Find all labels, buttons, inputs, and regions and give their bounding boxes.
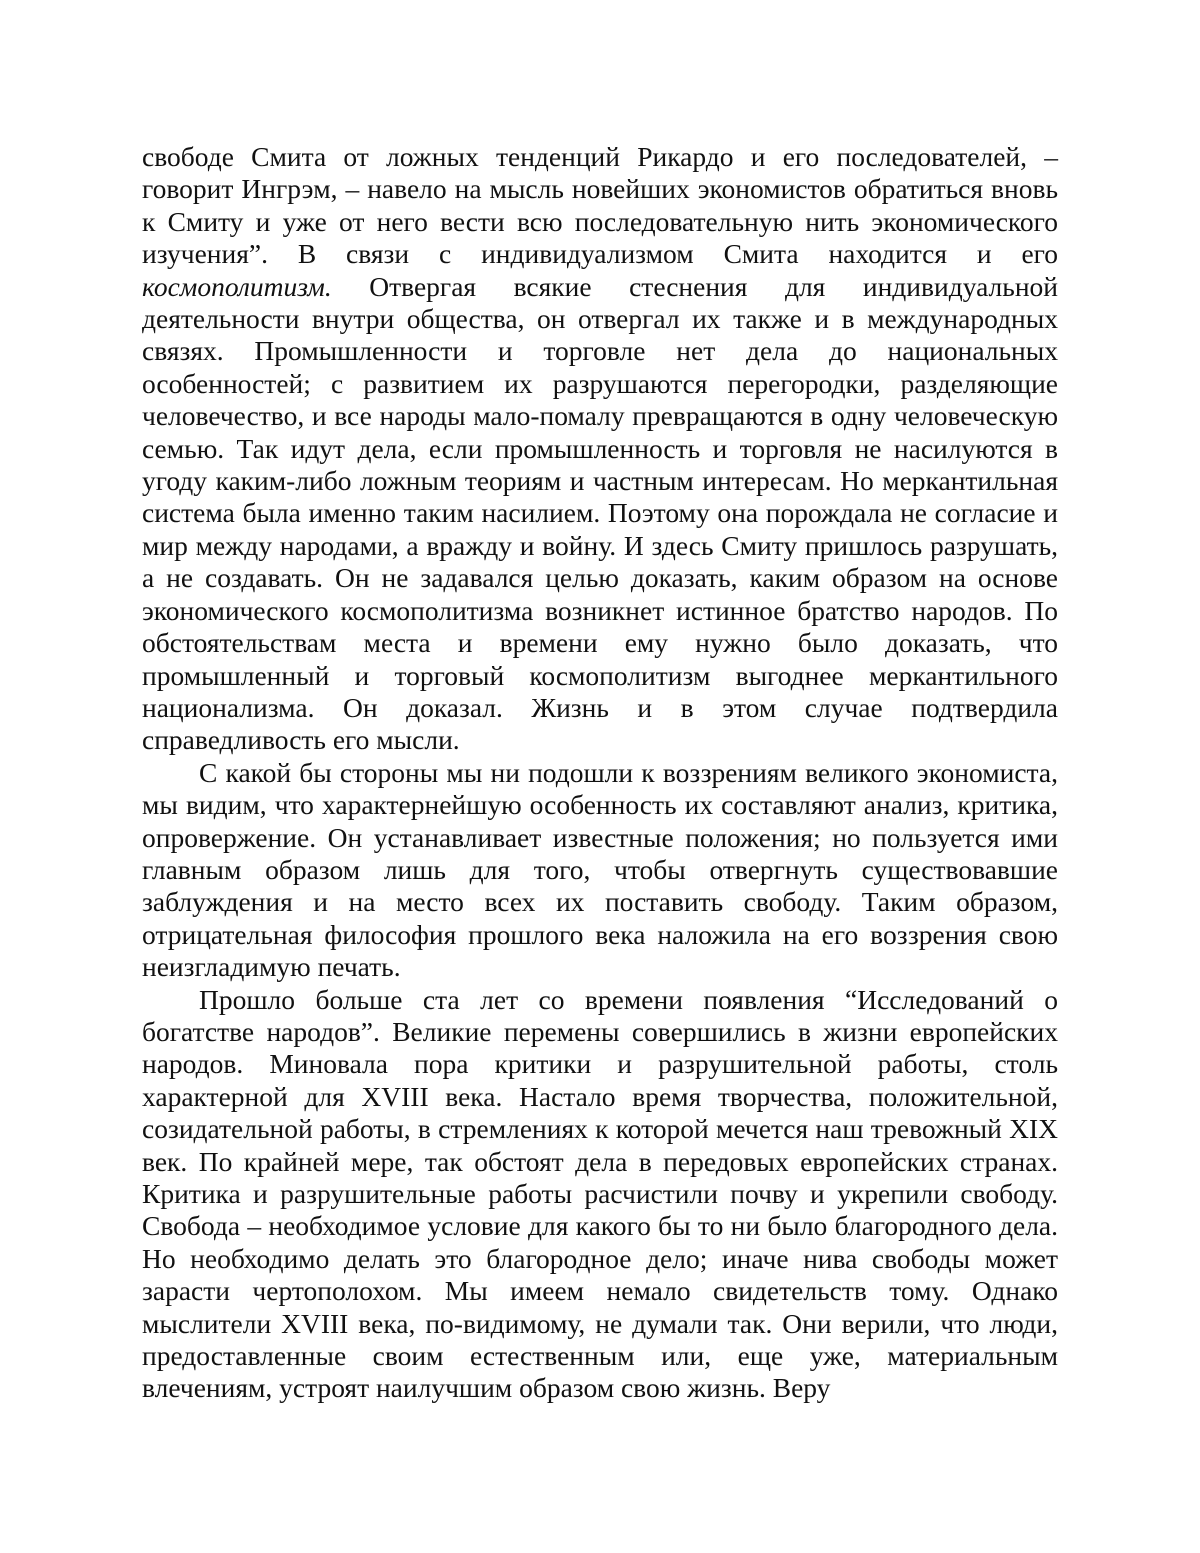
paragraph-1-text-start: свободе Смита от ложных тенденций Рикардо и его последователей, – говорит Ингрэм, – навело на мысль новейших экономистов обратиться вновь к Смиту и уже от него вести всю последовательную нить экономического изучения”. В связи с индивидуализмом Смита находится и его <box>142 141 1058 269</box>
document-page <box>142 141 1058 1405</box>
paragraph-2: С какой бы стороны мы ни подошли к воззрениям великого экономиста, мы видим, что характернейшую особенность их составляют анализ, критика, опровержение. Он устанавливает известные положения; но пользуется ими главным образом лишь для того, чтобы отвергнуть существовавшие заблуждения и на место всех их поставить свободу. Таким образом, отрицательная философия прошлого века наложила на его воззрения свою неизгладимую печать. <box>142 757 1058 984</box>
paragraph-3: Прошло больше ста лет со времени появления “Исследований о богатстве народов”. Великие перемены совершились в жизни европейских народов. Миновала пора критики и разрушительной работы, столь характерной для XVIII века. Настало время творчества, положительной, созидательной работы, в стремлениях к которой мечется наш тревожный XIX век. По крайней мере, так обстоят дела в передовых европейских странах. Критика и разрушительные работы расчистили почву и укрепили свободу. Свобода – необходимое условие для какого бы то ни было благородного дела. Но необходимо делать это благородное дело; иначе нива свободы может зарасти чертополохом. Мы имеем немало свидетельств тому. Однако мыслители XVIII века, по-видимому, не думали так. Они верили, что люди, предоставленные своим естественным или, еще уже, материальным влечениям, устроят наилучшим образом свою жизнь. Веру <box>142 984 1058 1405</box>
paragraph-1-text-end: Отвергая всякие стеснения для индивидуальной деятельности внутри общества, он отвергал их также и в международных связях. Промышленности и торговле нет дела до национальных особенностей; с развитием их разрушаются перегородки, разделяющие человечество, и все народы мало-помалу превращаются в одну человеческую семью. Так идут дела, если промышленность и торговля не насилуются в угоду каким-либо ложным теориям и частным интересам. Но меркантильная система была именно таким насилием. Поэтому она порождала не согласие и мир между народами, а вражду и войну. И здесь Смиту пришлось разрушать, а не создавать. Он не задавался целью доказать, каким образом на основе экономического космополитизма возникнет истинное братство народов. По обстоятельствам места и времени ему нужно было доказать, что промышленный и торговый космополитизм выгоднее меркантильного национализма. Он доказал. Жизнь и в этом случае подтвердила справедливость его мысли. <box>142 271 1058 756</box>
emphasized-term: космополитизм. <box>142 271 332 302</box>
paragraph-1 <box>142 141 1058 757</box>
